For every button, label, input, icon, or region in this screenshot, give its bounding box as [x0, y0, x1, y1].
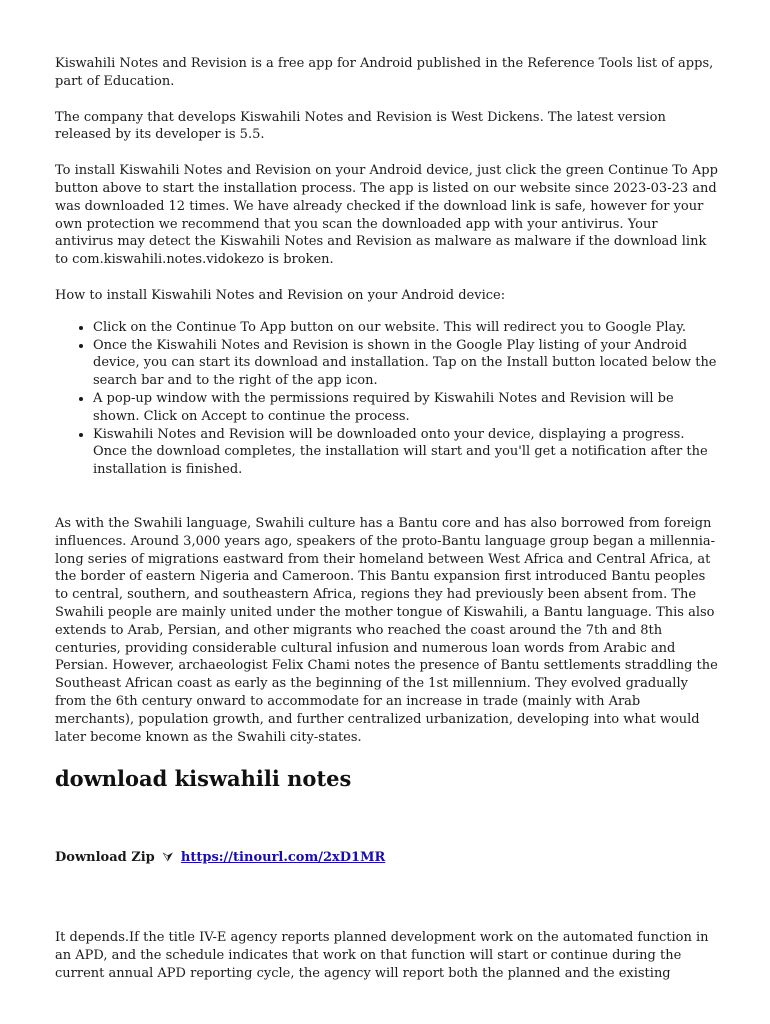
download-arrow-icon: ⮛	[162, 850, 174, 866]
install-step: • Once the Kiswahili Notes and Revision is shown in the Google Play listing of your Android device, you can start its download and installation. Tap on the Install button located below the search bar and to the right of the app icon.	[93, 337, 719, 390]
install-step: • Kiswahili Notes and Revision will be downloaded onto your device, displaying a progress. Once the download completes, the installation will start and you'll get a notification after the installation is finished.	[93, 426, 719, 479]
install-step: • Click on the Continue To App button on our website. This will redirect you to Google Play.	[93, 319, 719, 337]
spacer	[55, 497, 719, 515]
how-to-install-heading: How to install Kiswahili Notes and Revision on your Android device:	[55, 287, 506, 303]
intro-paragraph-2: The company that develops Kiswahili Notes and Revision is West Dickens. The latest version released by its developer is 5.5.	[55, 109, 666, 143]
section-heading: download kiswahili notes	[55, 766, 352, 792]
install-step: • A pop-up window with the permissions required by Kiswahili Notes and Revision will be shown. Click on Accept to continue the process.	[93, 390, 719, 426]
document-body	[55, 55, 719, 1000]
bottom-paragraph: It depends.If the title IV-E agency reports planned development work on the automated function in an APD, and the schedule indicates that work on that function will start or continue during the current annual APD reporting cycle, the agency will report both the planned and the existing	[55, 930, 709, 981]
download-zip-label: Download Zip	[55, 850, 155, 866]
intro-paragraph-1: Kiswahili Notes and Revision is a free app for Android published in the Reference Tools list of apps, part of Education.	[55, 56, 714, 89]
download-link[interactable]: https://tinourl.com/2xD1MR	[180, 850, 386, 866]
install-steps-list	[55, 319, 719, 479]
install-info-paragraph: To install Kiswahili Notes and Revision on your Android device, just click the green Continue To App button above to start the installation process. The app is listed on our website since 2023-03-23 and was downloaded 12 times. We have already checked if the download link is safe, however for your own protection we recommend that you scan the downloaded app with your antivirus. Your antivirus may detect the Kiswahili Notes and Revision as malware as malware if the download link to com.kiswahili.notes.vidokezo is broken.	[55, 163, 718, 268]
culture-paragraph: As with the Swahili language, Swahili culture has a Bantu core and has also borrowed from foreign influences. Around 3,000 years ago, speakers of the proto-Bantu language group began a millennia-long series of migrations eastward from their homeland between West Africa and Central Africa, at the border of eastern Nigeria and Cameroon. This Bantu expansion first introduced Bantu peoples to central, southern, and southeastern Africa, regions they had previously been absent from. The Swahili people are mainly united under the mother tongue of Kiswahili, a Bantu language. This also extends to Arab, Persian, and other migrants who reached the coast around the 7th and 8th centuries, providing considerable cultural infusion and numerous loan words from Arabic and Persian. However, archaeologist Felix Chami notes the presence of Bantu settlements straddling the Southeast African coast as early as the beginning of the 1st millennium. They evolved gradually from the 6th century onward to accommodate for an increase in trade (mainly with Arab merchants), population growth, and further centralized urbanization, developing into what would later become known as the Swahili city-states.	[55, 515, 718, 745]
download-line	[55, 849, 719, 867]
